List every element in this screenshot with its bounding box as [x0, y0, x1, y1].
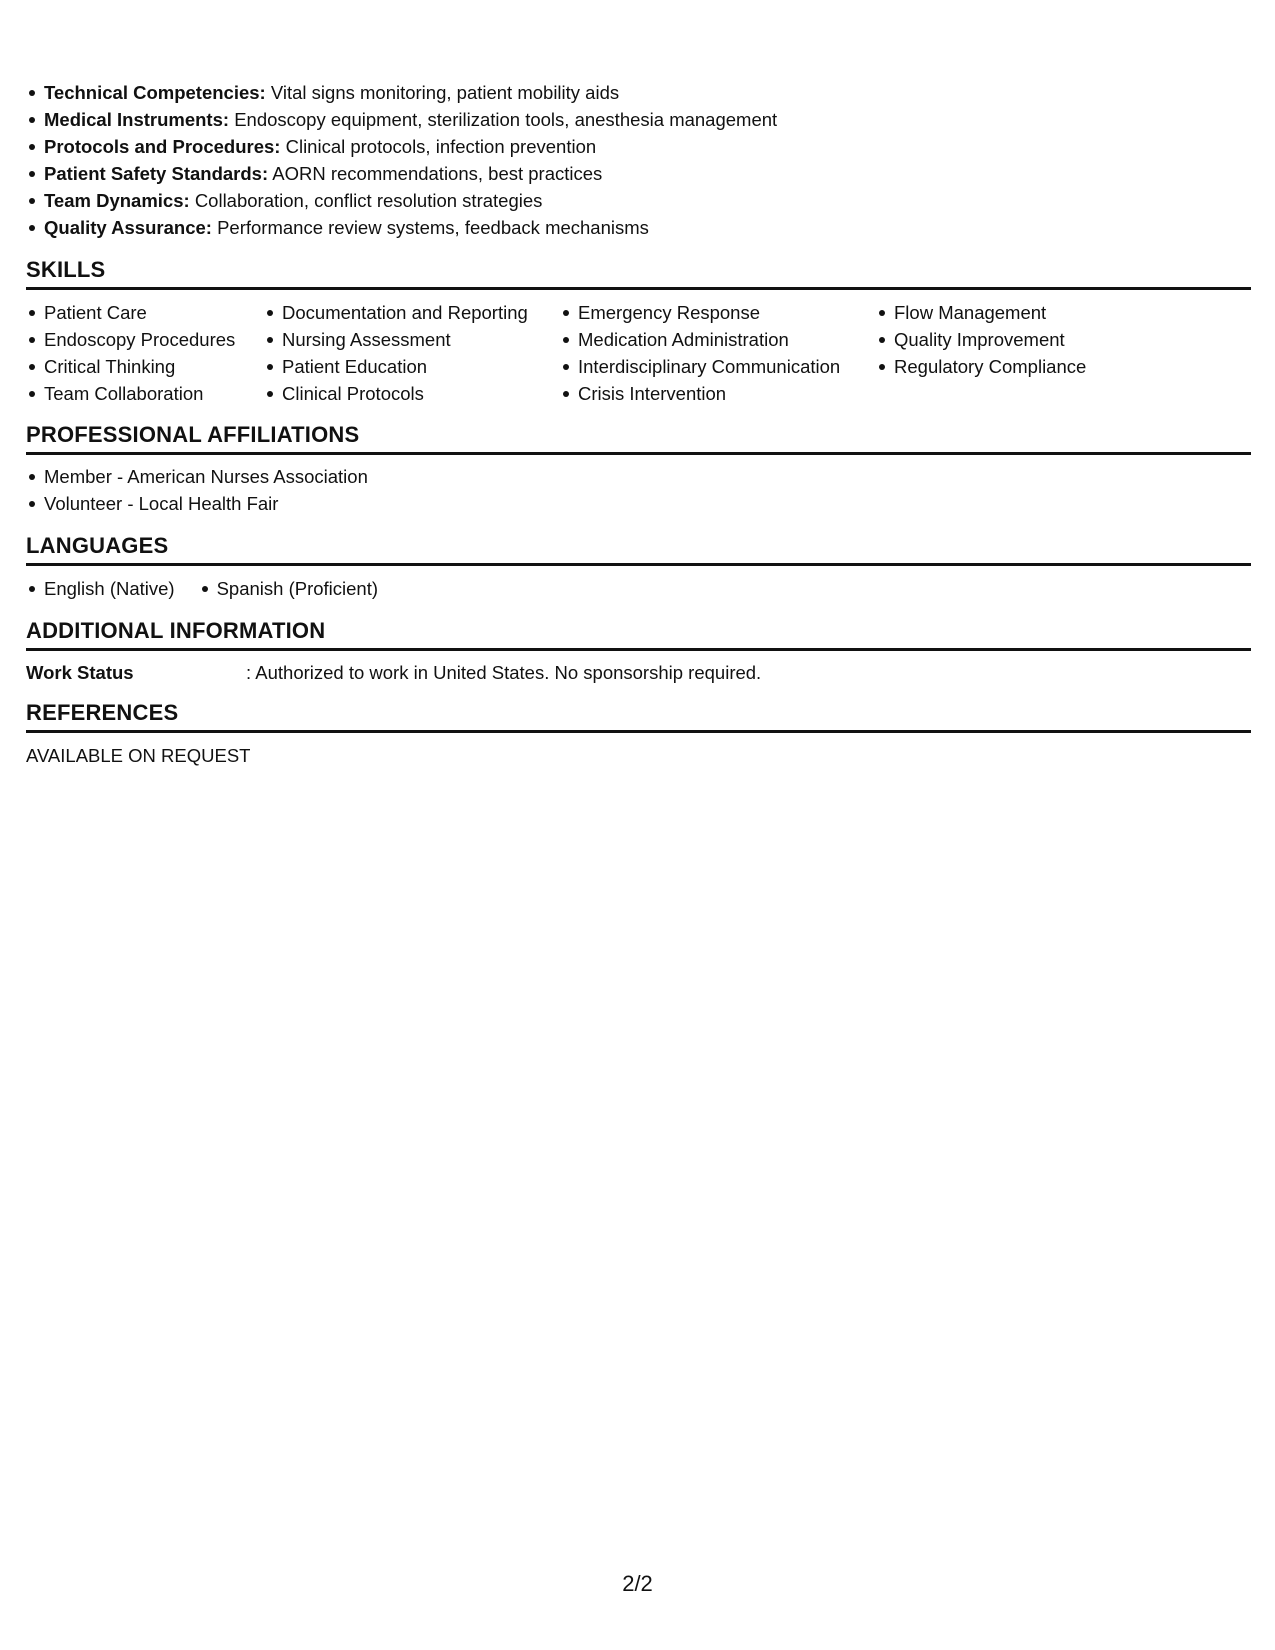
skill-item: Interdisciplinary Communication	[560, 353, 876, 380]
competency-value: Vital signs monitoring, patient mobility aids	[270, 82, 620, 103]
list-item	[26, 133, 777, 160]
competency-label: Protocols and Procedures:	[44, 136, 281, 157]
competency-label: Team Dynamics:	[44, 190, 190, 211]
skill-item: Team Collaboration	[26, 380, 264, 407]
skill-item: Medication Administration	[560, 326, 876, 353]
language-item: English (Native)	[26, 575, 175, 602]
competency-value: Endoscopy equipment, sterilization tools, anesthesia management	[234, 109, 778, 130]
affiliation-item: Member - American Nurses Association	[26, 463, 368, 490]
languages-heading: LANGUAGES	[26, 533, 169, 558]
list-item	[26, 79, 777, 106]
section-divider	[26, 452, 1251, 455]
skill-item: Regulatory Compliance	[876, 353, 1136, 380]
affiliation-item: Volunteer - Local Health Fair	[26, 490, 368, 517]
affiliations-list	[26, 463, 368, 517]
skill-item: Documentation and Reporting	[264, 299, 560, 326]
list-item	[26, 160, 777, 187]
additional-info-heading: ADDITIONAL INFORMATION	[26, 618, 326, 643]
skills-column	[26, 299, 264, 407]
skill-item: Critical Thinking	[26, 353, 264, 380]
competencies-list	[26, 79, 777, 241]
competency-label: Medical Instruments:	[44, 109, 230, 130]
section-divider	[26, 563, 1251, 566]
list-item	[26, 106, 777, 133]
references-text: AVAILABLE ON REQUEST	[26, 745, 251, 766]
competency-value: Clinical protocols, infection prevention	[285, 136, 597, 157]
skill-item: Emergency Response	[560, 299, 876, 326]
skill-item: Endoscopy Procedures	[26, 326, 264, 353]
work-status-value: : Authorized to work in United States. No sponsorship required.	[246, 662, 762, 683]
skill-item: Quality Improvement	[876, 326, 1136, 353]
skills-heading: SKILLS	[26, 257, 106, 282]
section-divider	[26, 730, 1251, 733]
skill-item: Nursing Assessment	[264, 326, 560, 353]
skill-item: Clinical Protocols	[264, 380, 560, 407]
competency-label: Technical Competencies:	[44, 82, 266, 103]
references-heading: REFERENCES	[26, 700, 179, 725]
competency-value: AORN recommendations, best practices	[272, 163, 603, 184]
language-item: Spanish (Proficient)	[199, 575, 378, 602]
competency-label: Patient Safety Standards:	[44, 163, 269, 184]
page-number: 2/2	[622, 1571, 653, 1596]
skills-grid	[26, 299, 1136, 407]
section-divider	[26, 287, 1251, 290]
skills-column	[560, 299, 876, 407]
skills-column	[876, 299, 1136, 407]
skill-item: Crisis Intervention	[560, 380, 876, 407]
competency-label: Quality Assurance:	[44, 217, 212, 238]
competency-value: Performance review systems, feedback mechanisms	[217, 217, 649, 238]
skill-item: Patient Education	[264, 353, 560, 380]
skills-column	[264, 299, 560, 407]
skill-item: Flow Management	[876, 299, 1136, 326]
work-status-row	[26, 659, 761, 686]
list-item	[26, 214, 777, 241]
affiliations-heading: PROFESSIONAL AFFILIATIONS	[26, 422, 360, 447]
list-item	[26, 187, 777, 214]
work-status-label: Work Status	[26, 662, 134, 683]
languages-list	[26, 575, 402, 602]
competency-value: Collaboration, conflict resolution strategies	[194, 190, 543, 211]
skill-item: Patient Care	[26, 299, 264, 326]
section-divider	[26, 648, 1251, 651]
